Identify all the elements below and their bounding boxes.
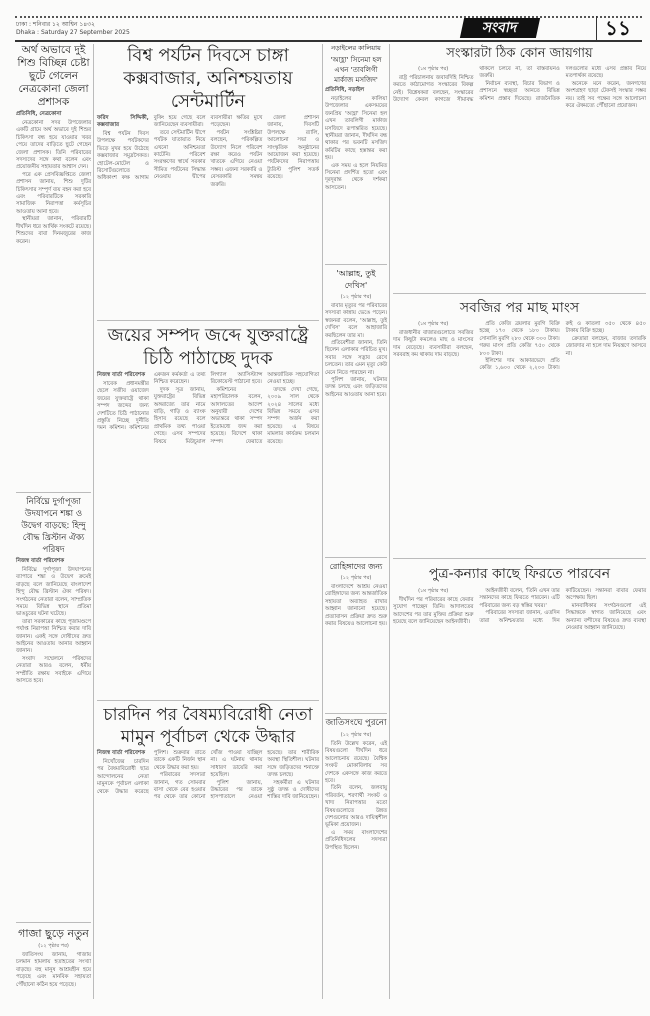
page-number: ১১ <box>596 16 631 40</box>
tourism-story <box>97 44 319 320</box>
narail-story <box>325 44 387 264</box>
sabji-story <box>393 293 646 558</box>
gaza-jump-line: (১২ পৃষ্ঠার পর) <box>38 943 69 949</box>
dateline <box>16 21 130 37</box>
column-divider <box>389 44 390 999</box>
jatisangha-headline[interactable]: জাতিসংঘে পুরনো <box>325 718 387 728</box>
masthead-dotted-line <box>15 16 642 18</box>
rohingya-jump-line: (১২ পৃষ্ঠার পর) <box>340 575 372 581</box>
narail-body <box>325 96 387 192</box>
article-paragraph: পুলিশ জানায়, উদ্ধারের পর তাকে হাসপাতালে নেওয়া হয়েছে। তার শারীরিক অবস্থা স্থিতিশীল। ঘটনার সঙ্গে জড়িতদের শনাক্তে তদন্ত চলছে। <box>210 750 319 801</box>
middle-column <box>325 44 387 852</box>
tourism-byline: ফরিদ সিদ্দিকী, কক্সবাজার <box>97 115 149 128</box>
putro-story <box>393 558 646 632</box>
article-paragraph: প্রতিবেশীরা জানান, তিনি ছিলেন এলাকার পরিচিত মুখ। সবার সঙ্গে সদ্ভাব রেখে চলতেন। তার এমন মৃত্যু কেউ মেনে নিতে পারছেন না। <box>325 340 387 376</box>
narail-kicker: নড়াইলের কালিয়ায় <box>331 44 381 52</box>
date-english: Dhaka : Saturday 27 September 2025 <box>16 29 130 36</box>
article-paragraph: রাজধানীর বাজারগুলোতে সবজির দাম কিছুটা কমলেও মাছ ও মাংসের দাম বেড়েছে। ব্যবসায়ীরা বলছেন, সরবরাহ কম থাকায় দাম বাড়ছে। <box>393 330 474 359</box>
column-divider <box>322 44 323 999</box>
article-paragraph: পরে এক প্রেসবিজ্ঞপ্তিতে জেলা প্রশাসন জানায়, শিশু দুটির চিকিৎসার সম্পূর্ণ ব্যয় বহন করা হবে এবং পরিবারটিকে সরকারি সামাজিক নিরাপত্তা কর্মসূচির আওতায় আনা হবে। <box>16 171 91 215</box>
article-paragraph: পরিবারের সদস্যরা জানান, এতদিন তারা অনিশ্চয়তার মধ্যে দিন কাটিয়েছেন। সন্তানরা বাবার ফেরার অপেক্ষায় ছিল। <box>479 588 646 624</box>
article-paragraph: বাংলাদেশে আশ্রয় নেওয়া রোহিঙ্গাদের জন্য আন্তর্জাতিক সহায়তা অব্যাহত রাখার আহ্বান জানানো হয়েছে। প্রত্যাবাসন প্রক্রিয়া দ্রুত শুরু করার বিষয়েও আলোচনা হয়। <box>325 584 387 628</box>
rohingya-story <box>325 557 387 713</box>
article-paragraph: মানবাধিকার সংগঠনগুলো এই সিদ্ধান্তকে স্বাগত জানিয়েছে এবং অন্যান্য বন্দীদের বিষয়েও দ্রুত ব্যবস্থা নেওয়ার আহ্বান জানিয়েছে। <box>565 602 646 632</box>
article-paragraph: সহকর্মীরা এ ঘটনার সুষ্ঠু তদন্ত ও দোষীদের শাস্তির দাবি জানিয়েছেন। <box>267 779 319 801</box>
article-paragraph: দীর্ঘদিন পর পরিবারের কাছে ফেরার সুযোগ পাচ্ছেন তিনি। আদালতের আদেশের পর তার মুক্তির প্রক্রিয়া শুরু হয়েছে বলে জানিয়েছেন আইনজীবী। <box>393 597 474 626</box>
jatisangha-story <box>325 713 387 852</box>
article-paragraph: পরিবারের সদস্যরা জানান, গত সোমবার বাসা থেকে বের হওয়ার পর থেকে তার কোনো খোঁজ পাওয়া যাচ্ছিল না। এ ঘটনায় থানায় সাধারণ ডায়েরি করা হয়েছিল। <box>153 750 263 801</box>
article-paragraph: নিখোঁজের চারদিন পর বৈষম্যবিরোধী ছাত্র আন্দোলনের নেতা মামুনকে পূর্বাচল এলাকা থেকে উদ্ধার করেছে পুলিশ। শুক্রবার রাতে তাকে একটি নির্জন স্থান থেকে উদ্ধার করা হয়। <box>97 750 206 795</box>
allah-story <box>325 264 387 557</box>
joy-body <box>97 372 319 446</box>
narail-byline: প্রতিনিধি, নড়াইল <box>325 87 365 93</box>
article-paragraph: তিনি বলেন, জলবায়ু পরিবর্তন, শরণার্থী সংকট ও খাদ্য নিরাপত্তার মতো বিষয়গুলোতে উন্নত দেশগুলোর আরও দায়িত্বশীল ভূমিকা প্রয়োজন। <box>325 785 387 829</box>
netrokona-byline: প্রতিনিধি, নেত্রকোনা <box>16 111 62 117</box>
article-paragraph: কমিশনের মহাপরিচালক বলেন, আদালতের আদেশ অনুযায়ী দেশের অভ্যন্তরে থাকা সম্পদ ইতোমধ্যে জব্দ করা হয়েছে। বিদেশে থাকা সম্পদ ফেরাতে আন্তর্জাতিক সহযোগিতা নেওয়া হচ্ছে। <box>210 372 319 445</box>
masthead-rule <box>15 40 642 42</box>
putro-jump-line: (১ম পৃষ্ঠার পর) <box>418 588 449 594</box>
column-divider <box>93 44 94 999</box>
netrokona-story <box>16 44 91 492</box>
article-paragraph: দুদক সূত্র জানায়, যুক্তরাষ্ট্রের বিভিন্ন অঙ্গরাজ্যে তার নামে বাড়ি, গাড়ি ও ব্যাংক হিসাব রয়েছে বলে প্রাথমিক তথ্য পাওয়া গেছে। এসব সম্পদের বিষয়ে মিউচুয়াল লিগ্যাল অ্যাসিস্ট্যান্স রিকোয়েস্ট পাঠানো হবে। <box>153 372 263 445</box>
charadin-story <box>97 700 319 802</box>
article-paragraph: নেত্রকোনা সদর উপজেলার একটি গ্রামে অর্থ অভাবে দুই শিশুর চিকিৎসা বন্ধ হয়ে যাওয়ার খবর পেয়ে তাদের বাড়িতে ছুটে গেছেন জেলা প্রশাসক। তিনি পরিবারের সদস্যদের সঙ্গে কথা বলেন এবং প্রয়োজনীয় সহায়তার আশ্বাস দেন। <box>16 120 91 171</box>
rohingya-headline[interactable]: রোহিঙ্গাদের জন্য <box>329 562 383 571</box>
charadin-headline[interactable]: চারদিন পর বৈষম্যবিরোধী নেতা মামুন পূর্বাচল থেকে উদ্ধার <box>103 705 313 747</box>
article-paragraph: বিশ্ব পর্যটন দিবস উপলক্ষে পর্যটকদের ভিড়ে মুখর হয়ে উঠেছে কক্সবাজার সমুদ্রসৈকত। হোটেল-মোটেল ও রিসোর্টগুলোতে অধিকাংশ কক্ষ আগাম বুকিং হয়ে গেছে বলে জানিয়েছেন ব্যবসায়ীরা। <box>97 115 206 182</box>
tourism-headline[interactable]: বিশ্ব পর্যটন দিবসে চাঙ্গা কক্সবাজার, অনিশ্চয়তায় সেন্টমার্টিন <box>123 45 293 112</box>
article-paragraph: জাতিসংঘ জানায়, গাজায় চলমান হামলায় হতাহতের সংখ্যা বাড়ছে। বহু মানুষ আশ্রয়হীন হয়ে পড়েছে এবং মানবিক সহায়তা পৌঁছানো কঠিন হয়ে পড়েছে। <box>16 952 91 988</box>
joy-headline[interactable]: জয়ের সম্পদ জব্দে যুক্তরাষ্ট্রে চিঠি পাঠাচ্ছে দুদক <box>107 325 309 369</box>
article-paragraph: নড়াইলের কালিয়া উপজেলার একসময়ের জনপ্রিয় 'আহ্লা' সিনেমা হল এখন তাবলিগী মার্কাজ মসজিদে রূপান্তরিত হয়েছে। স্থানীয়রা জানান, দীর্ঘদিন বন্ধ থাকার পর ভবনটি মসজিদ কমিটির কাছে হস্তান্তর করা হয়। <box>325 96 387 162</box>
article-paragraph: তারা সরকারের কাছে পূজামণ্ডপে পর্যাপ্ত নিরাপত্তা নিশ্চিত করার দাবি জানান। একই সঙ্গে দোষীদের দ্রুত আইনের আওতায় আনার আহ্বান জানান। <box>16 618 91 655</box>
sabji-headline[interactable]: সবজির পর মাছ মাংস <box>459 300 580 316</box>
article-paragraph: তবে সেন্টমার্টিন দ্বীপে পর্যটক যাতায়াত নিয়ে এখনো অনিশ্চয়তা কাটেনি। পরিবেশ সংরক্ষণের স্বার্থে সরকার সীমিত পর্যটনের সিদ্ধান্ত নেওয়ায় দ্বীপের ব্যবসায়ীরা ক্ষতির মুখে পড়েছেন। <box>153 115 263 181</box>
gaza-story <box>16 922 91 989</box>
article-paragraph: প্রতি কেজি ব্রয়লার মুরগি বিক্রি হচ্ছে ১৭০ থেকে ১৮০ টাকায়। সোনালি মুরগি ২৮০ থেকে ৩০০ টাকা। গরুর মাংস প্রতি কেজি ৭৫০ থেকে ৮০০ টাকা। <box>479 321 560 357</box>
article-paragraph: স্থানীয়রা জানান, পরিবারটি দীর্ঘদিন ধরে আর্থিক সংকটে রয়েছে। শিশুদের বাবা দিনমজুরের কাজ করেন। <box>16 216 91 245</box>
jatisangha-jump-line: (১২ পৃষ্ঠার পর) <box>340 732 372 738</box>
putro-body <box>393 588 646 632</box>
tourism-body <box>97 115 319 189</box>
sabji-body <box>393 321 646 373</box>
article-paragraph: নির্বাচন ব্যবস্থা, বিচার বিভাগ ও প্রশাসনে স্বচ্ছতা আনতে বিভিন্ন কমিশন প্রস্তাব দিয়েছে। রাজনৈতিক দলগুলোর মধ্যে এসব প্রস্তাব নিয়ে মতপার্থক্য রয়েছে। <box>479 66 646 102</box>
article-paragraph: বাবার মৃত্যুর পর পরিবারের সদস্যরা কান্নায় ভেঙে পড়েন। স্বজনরা বলেন, 'আল্লাহ, তুই দেখিস' বলে আহাজারি করছিলেন তার মা। <box>325 303 387 339</box>
netrokona-body <box>16 120 91 246</box>
durga-byline: নিজস্ব বার্তা পরিবেশক <box>16 558 65 564</box>
durga-headline[interactable]: নির্বিঘ্নে দুর্গাপূজা উদযাপনে শঙ্কা ও উদ্বেগ বাড়ছে: হিন্দু বৌদ্ধ খ্রিস্টান ঐক্য পরিষদ <box>21 497 86 555</box>
article-paragraph: ক্রেতারা বলছেন, বাজার তদারকি জোরদার না হলে দাম নিয়ন্ত্রণে আসবে না। <box>565 335 646 357</box>
joy-byline: নিজস্ব বার্তা পরিবেশক <box>97 372 146 378</box>
jatisangha-body <box>325 741 387 852</box>
date-bengali: ঢাকা : শনিবার ১২ আশ্বিন ১৪৩২ <box>16 21 95 28</box>
charadin-byline: নিজস্ব বার্তা পরিবেশক <box>97 750 146 756</box>
article-paragraph: পর্যটন সংশ্লিষ্টরা বলছেন, পরিকল্পিত উদ্যোগ নিলে পরিবেশ রক্ষা করেও পর্যটন খাতকে এগিয়ে নেওয়া সম্ভব। এজন্য সরকারি ও বেসরকারি সমন্বয় জরুরি। <box>210 129 263 188</box>
sanskar-jump-line: (১ম পৃষ্ঠার পর) <box>418 66 449 72</box>
sanskar-headline[interactable]: সংস্কারটা ঠিক কোন জায়গায় <box>446 46 593 61</box>
durga-body <box>16 567 91 686</box>
article-paragraph: নির্বিঘ্নে দুর্গাপূজা উদযাপনের ব্যাপারে শঙ্কা ও উদ্বেগ ক্রমেই বাড়ছে বলে জানিয়েছে বাংলাদেশ হিন্দু বৌদ্ধ খ্রিস্টান ঐক্য পরিষদ। সংগঠনের নেতারা বলেন, সাম্প্রতিক সময়ে বিভিন্ন স্থানে প্রতিমা ভাঙচুরের ঘটনা ঘটেছে। <box>16 567 91 618</box>
article-paragraph: পুলিশ জানায়, ঘটনার তদন্ত চলছে এবং জড়িতদের আইনের আওতায় আনা হবে। <box>325 377 387 398</box>
article-paragraph: ইলিশের দাম আকারভেদে প্রতি কেজি ১,৬০০ থেকে ২,২০০ টাকা। রুই ও কাতলা ৩৫০ থেকে ৪৫০ টাকায় বিক্রি হচ্ছে। <box>479 321 646 372</box>
joy-story <box>97 320 319 700</box>
sanskar-story <box>393 44 646 293</box>
article-paragraph: অনেকে মনে করেন, জনগণের অংশগ্রহণ ছাড়া টেকসই সংস্কার সম্ভব নয়। তাই সব পক্ষের সঙ্গে আলোচনা করে ঐকমত্যে পৌঁছানো প্রয়োজন। <box>565 80 646 110</box>
article-paragraph: আইনজীবী বলেন, 'তিনি এখন তার সন্তানদের কাছে ফিরতে পারবেন। এটি পরিবারের জন্য বড় স্বস্তির খবর।' <box>479 588 560 609</box>
article-paragraph: সাবেক প্রধানমন্ত্রীর ছেলে সজীব ওয়াজেদ জয়ের যুক্তরাষ্ট্রে থাকা সম্পদ জব্দের জন্য দেশটিতে চিঠি পাঠানোর প্রস্তুতি নিচ্ছে দুর্নীতি দমন কমিশন। কমিশনের একজন কর্মকর্তা এ তথ্য নিশ্চিত করেছেন। <box>97 372 206 432</box>
narail-headline[interactable]: 'আহ্লা' সিনেমা হল এখন 'তাবলিগী মার্কাজ মসজিদ' <box>330 56 382 84</box>
gaza-body <box>16 952 91 989</box>
article-paragraph: সংবাদ সম্মেলনে পরিষদের নেতারা আরও বলেন, ধর্মীয় সম্প্রীতি রক্ষায় সবাইকে এগিয়ে আসতে হবে। <box>16 655 91 685</box>
sanskar-body <box>393 66 646 110</box>
article-paragraph: তদন্তে দেখা গেছে, ২০০৯ সাল থেকে ২০২৪ সালের মধ্যে বিভিন্ন সময়ে এসব সম্পদ অর্জন করা হয়েছে। এ বিষয়ে মামলার কার্যক্রম চলমান রয়েছে। <box>267 386 319 445</box>
rohingya-body <box>325 584 387 628</box>
gaza-headline[interactable]: গাজা ছুড়ে নতুন <box>18 927 89 940</box>
left-column <box>16 44 91 989</box>
newspaper-logo: সংবাদ <box>460 18 540 38</box>
putro-headline[interactable]: পুত্র-কন্যার কাছে ফিরতে পারবেন <box>428 566 611 582</box>
right-column <box>393 44 646 632</box>
charadin-body <box>97 750 319 802</box>
main-column <box>97 44 319 802</box>
sabji-jump-line: (১ম পৃষ্ঠার পর) <box>418 321 449 327</box>
article-paragraph: রাষ্ট্র পরিচালনায় জবাবদিহি নিশ্চিত করতে কাঠামোগত সংস্কারের বিকল্প নেই। বিশ্লেষকরা বলছেন, সংস্কারের উদ্যোগ কেবল কাগজে সীমাবদ্ধ থাকলে চলবে না, তা বাস্তবায়নও জরুরি। <box>393 66 560 104</box>
article-paragraph: জেলা প্রশাসন জানায়, দিবসটি উপলক্ষে র‍্যালি, আলোচনা সভা ও সাংস্কৃতিক অনুষ্ঠানের আয়োজন করা হয়েছে। পর্যটকদের নিরাপত্তায় ট্যুরিস্ট পুলিশ সতর্ক রয়েছে। <box>267 115 319 181</box>
article-paragraph: এক সময় এ হলে নিয়মিত সিনেমা প্রদর্শিত হতো এবং দূরদূরান্ত থেকে দর্শকরা আসতেন। <box>325 162 387 191</box>
article-paragraph: তিনি উল্লেখ করেন, এই বিষয়গুলো দীর্ঘদিন ধরে আলোচনায় রয়েছে। বৈশ্বিক সংকট মোকাবিলায় সব দেশকে একসঙ্গে কাজ করতে হবে। <box>325 741 387 785</box>
allah-jump-line: (১২ পৃষ্ঠার পর) <box>340 294 372 300</box>
article-paragraph: এ সময় বাংলাদেশের প্রতিনিধিদলের সদস্যরা উপস্থিত ছিলেন। <box>325 829 387 851</box>
allah-body <box>325 303 387 399</box>
durga-story <box>16 492 91 922</box>
netrokona-headline[interactable]: অর্থ অভাবে দুই শিশু বিচ্ছিন্ন চেষ্টা ছুটে গেলেন নেত্রকোনা জেলা প্রশাসক <box>17 44 90 108</box>
allah-headline[interactable]: 'আল্লাহ, তুই দেখিস' <box>336 269 376 290</box>
